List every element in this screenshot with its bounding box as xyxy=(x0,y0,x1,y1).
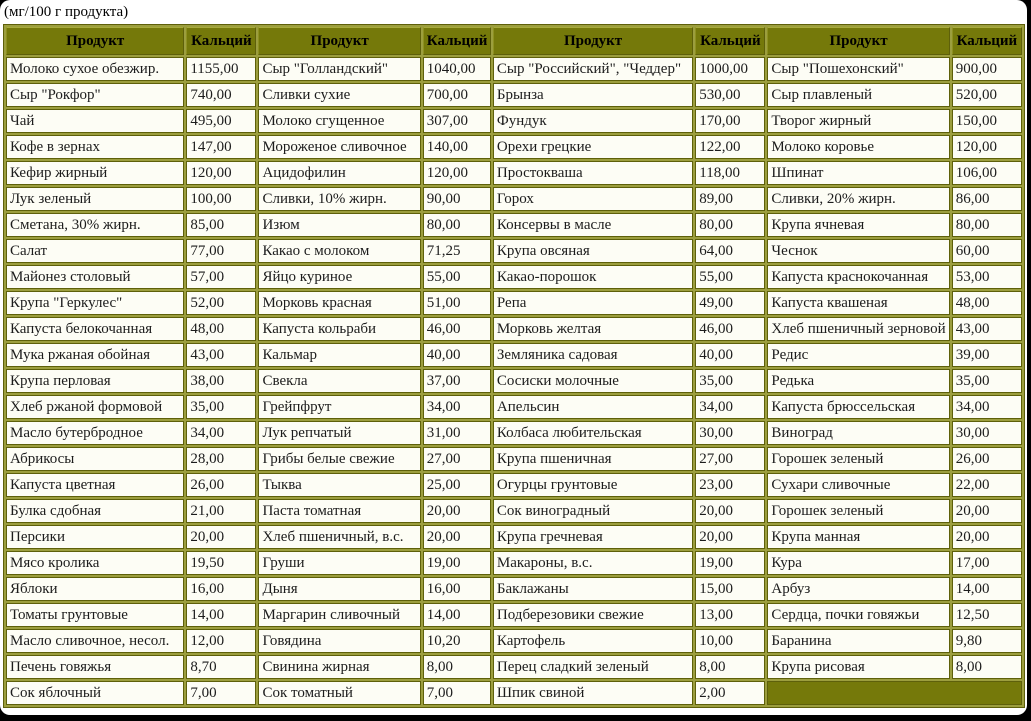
table-row xyxy=(6,655,1022,679)
product-cell: Какао с молоком xyxy=(258,239,420,263)
product-cell: Горошек зеленый xyxy=(767,447,949,471)
product-cell: Крупа овсяная xyxy=(493,239,693,263)
calcium-value-cell: 20,00 xyxy=(423,499,491,523)
calcium-value-cell: 26,00 xyxy=(952,447,1022,471)
table-row xyxy=(6,551,1022,575)
calcium-value-cell: 170,00 xyxy=(695,109,765,133)
calcium-value-cell: 80,00 xyxy=(423,213,491,237)
calcium-value-cell: 37,00 xyxy=(423,369,491,393)
calcium-value-cell: 21,00 xyxy=(186,499,256,523)
table-row xyxy=(6,265,1022,289)
calcium-value-cell: 14,00 xyxy=(186,603,256,627)
product-cell: Какао-порошок xyxy=(493,265,693,289)
table-row xyxy=(6,161,1022,185)
column-header-calcium: Кальций xyxy=(423,27,491,55)
calcium-value-cell: 85,00 xyxy=(186,213,256,237)
table-row xyxy=(6,447,1022,471)
calcium-value-cell: 40,00 xyxy=(423,343,491,367)
calcium-value-cell: 90,00 xyxy=(423,187,491,211)
product-cell: Крупа гречневая xyxy=(493,525,693,549)
product-cell: Редька xyxy=(767,369,949,393)
product-cell: Хлеб ржаной формовой xyxy=(6,395,184,419)
product-cell: Сухари сливочные xyxy=(767,473,949,497)
calcium-value-cell: 55,00 xyxy=(423,265,491,289)
calcium-value-cell: 20,00 xyxy=(695,525,765,549)
product-cell: Сок томатный xyxy=(258,681,420,705)
table-row xyxy=(6,525,1022,549)
table-row xyxy=(6,577,1022,601)
calcium-value-cell: 17,00 xyxy=(952,551,1022,575)
calcium-value-cell: 51,00 xyxy=(423,291,491,315)
product-cell: Подберезовики свежие xyxy=(493,603,693,627)
calcium-value-cell: 28,00 xyxy=(186,447,256,471)
product-cell: Сыр "Российский", "Чеддер" xyxy=(493,57,693,81)
calcium-value-cell: 100,00 xyxy=(186,187,256,211)
product-cell: Хлеб пшеничный зерновой xyxy=(767,317,949,341)
product-cell: Морковь желтая xyxy=(493,317,693,341)
product-cell: Персики xyxy=(6,525,184,549)
calcium-value-cell: 27,00 xyxy=(695,447,765,471)
product-cell: Капуста белокочанная xyxy=(6,317,184,341)
calcium-value-cell: 9,80 xyxy=(952,629,1022,653)
calcium-value-cell: 34,00 xyxy=(695,395,765,419)
calcium-value-cell: 48,00 xyxy=(186,317,256,341)
calcium-value-cell: 43,00 xyxy=(186,343,256,367)
calcium-value-cell: 34,00 xyxy=(952,395,1022,419)
calcium-value-cell: 106,00 xyxy=(952,161,1022,185)
product-cell: Сыр "Пошехонский" xyxy=(767,57,949,81)
table-row xyxy=(6,187,1022,211)
table-row xyxy=(6,317,1022,341)
table-head xyxy=(6,27,1022,55)
calcium-value-cell: 77,00 xyxy=(186,239,256,263)
product-cell: Томаты грунтовые xyxy=(6,603,184,627)
product-cell: Майонез столовый xyxy=(6,265,184,289)
column-header-product: Продукт xyxy=(258,27,420,55)
product-cell: Ацидофилин xyxy=(258,161,420,185)
calcium-value-cell: 120,00 xyxy=(952,135,1022,159)
calcium-value-cell: 1155,00 xyxy=(186,57,256,81)
calcium-value-cell: 495,00 xyxy=(186,109,256,133)
calcium-value-cell: 60,00 xyxy=(952,239,1022,263)
product-cell: Абрикосы xyxy=(6,447,184,471)
calcium-value-cell: 71,25 xyxy=(423,239,491,263)
calcium-table xyxy=(3,24,1025,708)
product-cell: Сыр плавленый xyxy=(767,83,949,107)
calcium-value-cell: 34,00 xyxy=(423,395,491,419)
calcium-value-cell: 43,00 xyxy=(952,317,1022,341)
calcium-value-cell: 46,00 xyxy=(695,317,765,341)
calcium-value-cell: 30,00 xyxy=(695,421,765,445)
calcium-value-cell: 30,00 xyxy=(952,421,1022,445)
product-cell: Грибы белые свежие xyxy=(258,447,420,471)
table-row xyxy=(6,395,1022,419)
product-cell: Свинина жирная xyxy=(258,655,420,679)
product-cell: Колбаса любительская xyxy=(493,421,693,445)
calcium-value-cell: 2,00 xyxy=(695,681,765,705)
calcium-value-cell: 31,00 xyxy=(423,421,491,445)
product-cell: Шпинат xyxy=(767,161,949,185)
calcium-value-cell: 23,00 xyxy=(695,473,765,497)
product-cell: Сосиски молочные xyxy=(493,369,693,393)
calcium-value-cell: 700,00 xyxy=(423,83,491,107)
calcium-value-cell: 15,00 xyxy=(695,577,765,601)
product-cell: Молоко коровье xyxy=(767,135,949,159)
table-unit-caption: (мг/100 г продукта) xyxy=(4,4,129,20)
product-cell: Кура xyxy=(767,551,949,575)
calcium-value-cell: 900,00 xyxy=(952,57,1022,81)
calcium-value-cell: 1000,00 xyxy=(695,57,765,81)
product-cell: Кальмар xyxy=(258,343,420,367)
calcium-value-cell: 740,00 xyxy=(186,83,256,107)
calcium-value-cell: 34,00 xyxy=(186,421,256,445)
calcium-value-cell: 22,00 xyxy=(952,473,1022,497)
product-cell: Капуста цветная xyxy=(6,473,184,497)
product-cell: Виноград xyxy=(767,421,949,445)
table-body xyxy=(6,57,1022,705)
calcium-value-cell: 20,00 xyxy=(186,525,256,549)
product-cell: Баклажаны xyxy=(493,577,693,601)
product-cell: Репа xyxy=(493,291,693,315)
calcium-value-cell: 10,00 xyxy=(695,629,765,653)
product-cell: Мясо кролика xyxy=(6,551,184,575)
calcium-value-cell: 120,00 xyxy=(423,161,491,185)
product-cell: Консервы в масле xyxy=(493,213,693,237)
calcium-value-cell: 530,00 xyxy=(695,83,765,107)
product-cell: Горох xyxy=(493,187,693,211)
product-cell: Свекла xyxy=(258,369,420,393)
product-cell: Простокваша xyxy=(493,161,693,185)
product-cell: Капуста кольраби xyxy=(258,317,420,341)
table-row xyxy=(6,213,1022,237)
product-cell: Яблоки xyxy=(6,577,184,601)
product-cell: Хлеб пшеничный, в.с. xyxy=(258,525,420,549)
product-cell: Сыр "Рокфор" xyxy=(6,83,184,107)
product-cell: Перец сладкий зеленый xyxy=(493,655,693,679)
calcium-value-cell: 14,00 xyxy=(952,577,1022,601)
calcium-value-cell: 57,00 xyxy=(186,265,256,289)
calcium-value-cell: 86,00 xyxy=(952,187,1022,211)
product-cell: Огурцы грунтовые xyxy=(493,473,693,497)
table-row xyxy=(6,681,1022,705)
product-cell: Крупа пшеничная xyxy=(493,447,693,471)
table-row xyxy=(6,109,1022,133)
header-row xyxy=(6,27,1022,55)
calcium-value-cell: 55,00 xyxy=(695,265,765,289)
product-cell: Салат xyxy=(6,239,184,263)
calcium-value-cell: 26,00 xyxy=(186,473,256,497)
calcium-value-cell: 19,00 xyxy=(423,551,491,575)
product-cell: Яйцо куриное xyxy=(258,265,420,289)
column-header-product: Продукт xyxy=(6,27,184,55)
calcium-value-cell: 46,00 xyxy=(423,317,491,341)
calcium-value-cell: 89,00 xyxy=(695,187,765,211)
table-row xyxy=(6,629,1022,653)
product-cell: Молоко сухое обезжир. xyxy=(6,57,184,81)
calcium-value-cell: 20,00 xyxy=(423,525,491,549)
column-header-calcium: Кальций xyxy=(186,27,256,55)
product-cell: Крупа перловая xyxy=(6,369,184,393)
calcium-value-cell: 38,00 xyxy=(186,369,256,393)
product-cell: Сливки, 20% жирн. xyxy=(767,187,949,211)
product-cell: Сердца, почки говяжьи xyxy=(767,603,949,627)
calcium-value-cell: 520,00 xyxy=(952,83,1022,107)
product-cell: Крупа "Геркулес" xyxy=(6,291,184,315)
calcium-value-cell: 49,00 xyxy=(695,291,765,315)
product-cell: Крупа манная xyxy=(767,525,949,549)
product-cell: Крупа ячневая xyxy=(767,213,949,237)
calcium-value-cell: 64,00 xyxy=(695,239,765,263)
column-header-calcium: Кальций xyxy=(952,27,1022,55)
product-cell: Крупа рисовая xyxy=(767,655,949,679)
product-cell: Шпик свиной xyxy=(493,681,693,705)
calcium-value-cell: 16,00 xyxy=(186,577,256,601)
calcium-value-cell: 8,00 xyxy=(695,655,765,679)
product-cell: Сок виноградный xyxy=(493,499,693,523)
product-cell: Говядина xyxy=(258,629,420,653)
calcium-value-cell: 8,00 xyxy=(952,655,1022,679)
calcium-value-cell: 7,00 xyxy=(423,681,491,705)
product-cell: Кофе в зернах xyxy=(6,135,184,159)
product-cell: Паста томатная xyxy=(258,499,420,523)
product-cell: Лук зеленый xyxy=(6,187,184,211)
calcium-value-cell: 52,00 xyxy=(186,291,256,315)
table-row xyxy=(6,239,1022,263)
calcium-value-cell: 8,70 xyxy=(186,655,256,679)
product-cell: Мука ржаная обойная xyxy=(6,343,184,367)
calcium-value-cell: 150,00 xyxy=(952,109,1022,133)
table-row xyxy=(6,57,1022,81)
product-cell: Сыр "Голландский" xyxy=(258,57,420,81)
calcium-value-cell: 7,00 xyxy=(186,681,256,705)
calcium-value-cell: 14,00 xyxy=(423,603,491,627)
product-cell: Изюм xyxy=(258,213,420,237)
table-row xyxy=(6,343,1022,367)
product-cell: Брынза xyxy=(493,83,693,107)
product-cell: Горошек зеленый xyxy=(767,499,949,523)
table-row xyxy=(6,421,1022,445)
product-cell: Капуста краснокочанная xyxy=(767,265,949,289)
calcium-value-cell: 16,00 xyxy=(423,577,491,601)
product-cell: Картофель xyxy=(493,629,693,653)
product-cell: Груши xyxy=(258,551,420,575)
product-cell: Масло бутербродное xyxy=(6,421,184,445)
calcium-value-cell: 35,00 xyxy=(695,369,765,393)
product-cell: Макароны, в.с. xyxy=(493,551,693,575)
product-cell: Сметана, 30% жирн. xyxy=(6,213,184,237)
product-cell: Чеснок xyxy=(767,239,949,263)
empty-cell xyxy=(767,681,1022,705)
calcium-value-cell: 27,00 xyxy=(423,447,491,471)
table-row xyxy=(6,83,1022,107)
table-row xyxy=(6,369,1022,393)
table-row xyxy=(6,291,1022,315)
calcium-value-cell: 25,00 xyxy=(423,473,491,497)
calcium-value-cell: 12,50 xyxy=(952,603,1022,627)
calcium-value-cell: 122,00 xyxy=(695,135,765,159)
product-cell: Молоко сгущенное xyxy=(258,109,420,133)
product-cell: Масло сливочное, несол. xyxy=(6,629,184,653)
table-row xyxy=(6,499,1022,523)
column-header-product: Продукт xyxy=(493,27,693,55)
calcium-value-cell: 35,00 xyxy=(186,395,256,419)
table-row xyxy=(6,135,1022,159)
product-cell: Чай xyxy=(6,109,184,133)
calcium-value-cell: 140,00 xyxy=(423,135,491,159)
product-cell: Капуста квашеная xyxy=(767,291,949,315)
product-cell: Арбуз xyxy=(767,577,949,601)
product-cell: Печень говяжья xyxy=(6,655,184,679)
product-cell: Редис xyxy=(767,343,949,367)
calcium-value-cell: 80,00 xyxy=(695,213,765,237)
column-header-product: Продукт xyxy=(767,27,949,55)
product-cell: Тыква xyxy=(258,473,420,497)
product-cell: Орехи грецкие xyxy=(493,135,693,159)
calcium-value-cell: 147,00 xyxy=(186,135,256,159)
product-cell: Морковь красная xyxy=(258,291,420,315)
product-cell: Булка сдобная xyxy=(6,499,184,523)
calcium-value-cell: 307,00 xyxy=(423,109,491,133)
calcium-value-cell: 20,00 xyxy=(695,499,765,523)
calcium-value-cell: 1040,00 xyxy=(423,57,491,81)
product-cell: Грейпфрут xyxy=(258,395,420,419)
calcium-value-cell: 20,00 xyxy=(952,499,1022,523)
product-cell: Лук репчатый xyxy=(258,421,420,445)
product-cell: Мороженое сливочное xyxy=(258,135,420,159)
calcium-value-cell: 20,00 xyxy=(952,525,1022,549)
calcium-value-cell: 12,00 xyxy=(186,629,256,653)
calcium-value-cell: 53,00 xyxy=(952,265,1022,289)
product-cell: Сок яблочный xyxy=(6,681,184,705)
calcium-value-cell: 10,20 xyxy=(423,629,491,653)
product-cell: Творог жирный xyxy=(767,109,949,133)
product-cell: Сливки сухие xyxy=(258,83,420,107)
calcium-value-cell: 80,00 xyxy=(952,213,1022,237)
product-cell: Сливки, 10% жирн. xyxy=(258,187,420,211)
product-cell: Земляника садовая xyxy=(493,343,693,367)
calcium-value-cell: 13,00 xyxy=(695,603,765,627)
calcium-value-cell: 35,00 xyxy=(952,369,1022,393)
calcium-value-cell: 40,00 xyxy=(695,343,765,367)
product-cell: Капуста брюссельская xyxy=(767,395,949,419)
column-header-calcium: Кальций xyxy=(695,27,765,55)
product-cell: Дыня xyxy=(258,577,420,601)
table-row xyxy=(6,603,1022,627)
product-cell: Апельсин xyxy=(493,395,693,419)
calcium-value-cell: 19,00 xyxy=(695,551,765,575)
calcium-value-cell: 8,00 xyxy=(423,655,491,679)
calcium-value-cell: 118,00 xyxy=(695,161,765,185)
calcium-value-cell: 39,00 xyxy=(952,343,1022,367)
product-cell: Кефир жирный xyxy=(6,161,184,185)
product-cell: Маргарин сливочный xyxy=(258,603,420,627)
product-cell: Баранина xyxy=(767,629,949,653)
table-row xyxy=(6,473,1022,497)
calcium-value-cell: 19,50 xyxy=(186,551,256,575)
calcium-value-cell: 120,00 xyxy=(186,161,256,185)
product-cell: Фундук xyxy=(493,109,693,133)
calcium-value-cell: 48,00 xyxy=(952,291,1022,315)
